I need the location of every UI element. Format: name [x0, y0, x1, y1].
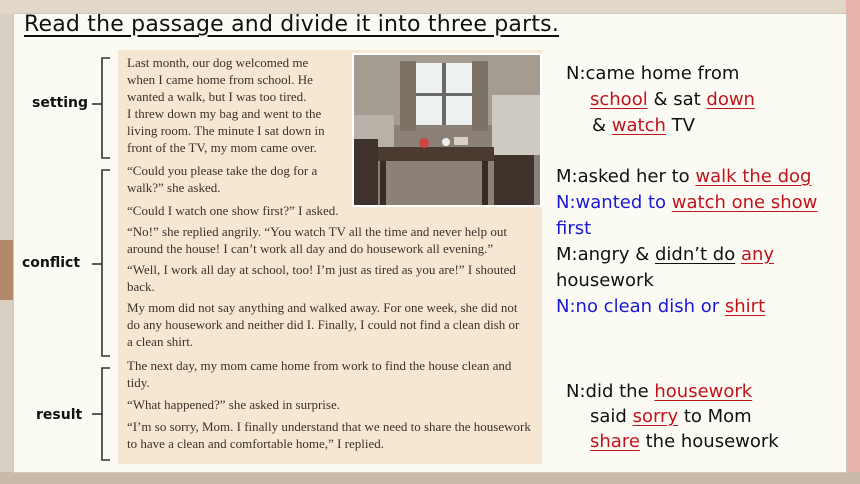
- answer-blank: housework: [654, 381, 753, 402]
- passage-line: front of the TV, my mom came over.: [127, 140, 317, 155]
- setting-note-line-1: [566, 62, 739, 86]
- passage-line: wanted a walk, but I was too tired.: [127, 89, 307, 104]
- label-conflict: conflict: [22, 255, 81, 271]
- passage-line: walk?” she asked.: [127, 180, 221, 195]
- passage-line: “What happened?” she asked in surprise.: [127, 397, 340, 412]
- passage-line: “Well, I work all day at school, too! I’m just as tired as you are!” I shouted: [127, 262, 516, 277]
- conflict-note-line-5: [556, 269, 654, 293]
- passage-line: around the house! I can’t work all day and do housework all evening.”: [127, 241, 494, 256]
- passage-line: Last month, our dog welcomed me: [127, 55, 309, 70]
- passage-line: The next day, my mom came home from work to find the house clean and: [127, 358, 512, 373]
- answer-blank: down: [706, 89, 755, 110]
- passage-line: “No!” she replied angrily. “You watch TV all the time and never help out: [127, 224, 508, 239]
- note-text: N:no clean dish or: [556, 296, 725, 317]
- answer-blank: shirt: [724, 296, 766, 317]
- passage-line: when I came home from school. He: [127, 72, 313, 87]
- passage-line: do any housework and neither did I. Finally, I could not find a clean dish or: [127, 317, 520, 332]
- conflict-note-line-2: [556, 191, 817, 215]
- result-note-line-3: [590, 430, 779, 454]
- answer-blank: didn’t do: [655, 244, 736, 265]
- passage-line: My mom did not say anything and walked away. For one week, she did not: [127, 300, 518, 315]
- result-note-line-2: [590, 405, 752, 429]
- note-text: housework: [556, 270, 654, 291]
- note-text: N:came home from: [566, 63, 740, 84]
- note-text: &: [592, 115, 612, 136]
- label-setting: setting: [32, 95, 88, 111]
- note-text: N:did the: [566, 381, 655, 402]
- note-text: M:angry &: [556, 244, 655, 265]
- note-text: & sat: [647, 89, 707, 110]
- passage-line: to have a clean and comfortable home,” I replied.: [127, 436, 384, 451]
- label-result: result: [36, 407, 83, 423]
- passage-line: I threw down my bag and went to the: [127, 106, 322, 121]
- answer-blank: school: [590, 89, 648, 110]
- passage-line: a clean shirt.: [127, 334, 194, 349]
- bracket-conflict: [90, 168, 118, 358]
- note-text: the housework: [639, 431, 779, 452]
- background-tile: [0, 240, 14, 300]
- conflict-note-line-3: [556, 217, 591, 241]
- note-text: M:asked her to: [556, 166, 696, 187]
- answer-blank: watch one show: [671, 192, 818, 213]
- passage-line: back.: [127, 279, 155, 294]
- answer-blank: walk the dog: [695, 166, 812, 187]
- bracket-setting: [90, 56, 118, 160]
- note-text: said: [590, 406, 633, 427]
- passage-line: tidy.: [127, 375, 150, 390]
- note-text: to Mom: [678, 406, 752, 427]
- passage-line: “I’m so sorry, Mom. I finally understand that we need to share the housework: [127, 419, 531, 434]
- conflict-note-line-4: [556, 243, 774, 267]
- answer-blank: watch: [611, 115, 666, 136]
- note-text: N:wanted to: [556, 192, 672, 213]
- passage-line: living room. The minute I sat down in: [127, 123, 325, 138]
- background-tile: [0, 472, 860, 484]
- answer-blank: sorry: [632, 406, 679, 427]
- background-tile: [846, 0, 860, 484]
- conflict-note-line-6: [556, 295, 765, 319]
- answer-blank: share: [590, 431, 640, 452]
- page-title: Read the passage and divide it into three parts.: [24, 12, 560, 37]
- bracket-result: [90, 366, 118, 462]
- passage-line: “Could I watch one show first?” I asked.: [127, 203, 339, 218]
- setting-note-line-3: [592, 114, 695, 138]
- conflict-note-line-1: [556, 165, 811, 189]
- note-text: first: [556, 218, 592, 239]
- kitchen-photo: [352, 53, 542, 207]
- result-note-line-1: [566, 380, 752, 404]
- setting-note-line-2: [590, 88, 755, 112]
- passage-line: “Could you please take the dog for a: [127, 163, 318, 178]
- answer-blank: any: [740, 244, 775, 265]
- note-text: TV: [665, 115, 695, 136]
